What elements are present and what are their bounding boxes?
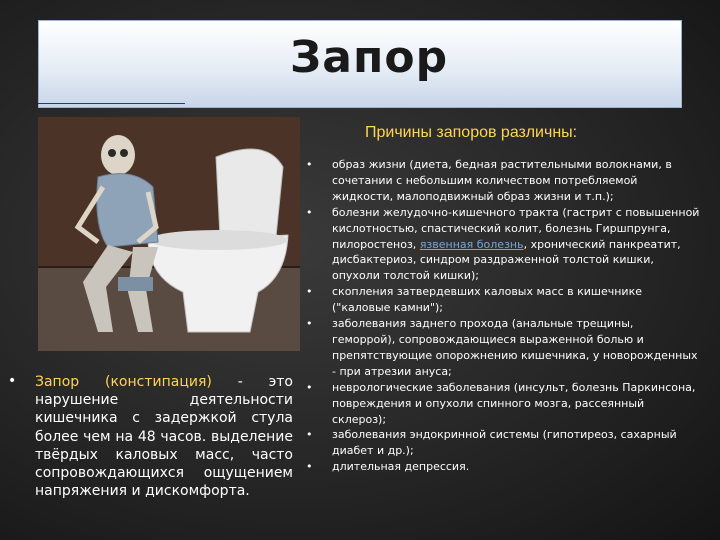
cause-text: заболевания эндокринной системы (гипотиреоз, сахарный диабет и др.); bbox=[332, 428, 677, 458]
list-item bbox=[306, 157, 700, 205]
causes-heading: Причины запоров различны: bbox=[365, 124, 578, 141]
list-item bbox=[306, 380, 700, 428]
cause-text-cont: , хронический панкреатит, дисбактериоз, синдром раздраженной толстой кишки, опухоли толстой кишки); bbox=[332, 237, 681, 283]
bullet: • bbox=[306, 317, 313, 331]
skeleton-on-toilet-photo bbox=[38, 117, 300, 351]
causes-list bbox=[306, 157, 700, 475]
definition-body: - это нарушение деятельности кишечника с задержкой стула более чем на 48 часов. выделение твёрдых каловых масс, часто сопровождающихся ощущением напряжения и дискомфорта. bbox=[35, 374, 293, 500]
definition-text bbox=[35, 373, 293, 500]
bullet: • bbox=[306, 285, 313, 299]
list-item bbox=[306, 316, 700, 380]
list-item bbox=[306, 459, 700, 475]
bullet: • bbox=[306, 460, 313, 474]
list-item bbox=[306, 284, 700, 316]
bullet: • bbox=[306, 205, 313, 219]
ulcer-disease-link[interactable]: язвенная болезнь bbox=[419, 237, 524, 251]
slide-title: Запор bbox=[290, 32, 449, 83]
cause-text: скопления затвердевших каловых масс в кишечнике ("каловые камни"); bbox=[332, 285, 642, 315]
bullet: • bbox=[306, 428, 313, 442]
list-item bbox=[306, 205, 700, 285]
definition-term: Запор (констипация) bbox=[35, 374, 212, 390]
cause-text: длительная депрессия. bbox=[332, 460, 470, 474]
cause-text: заболевания заднего прохода (анальные трещины, геморрой), сопровождающиеся выраженной болью и препятствующие опорожнению кишечника, у новорожденных - при атрезии ануса; bbox=[332, 317, 698, 378]
list-item bbox=[306, 427, 700, 459]
bullet: • bbox=[306, 380, 313, 394]
bullet: • bbox=[306, 158, 313, 171]
cause-text: неврологические заболевания (инсульт, болезнь Паркинсона, повреждения и опухоли спинного мозга, рассеянный склероз); bbox=[332, 380, 696, 426]
cause-text: образ жизни (диета, бедная растительными волокнами, в сочетании с небольшим количеством потребляемой жидкости, малоподвижный образ жизни и т.п.); bbox=[332, 158, 672, 203]
photo-illustration bbox=[38, 117, 300, 351]
cause-text: болезни желудочно-кишечного тракта (гастрит с повышенной кислотностью, спастический колит, болезнь Гиршпрунга, пилоростеноз, bbox=[332, 205, 700, 251]
definition-bullet: • bbox=[8, 373, 17, 389]
title-underline bbox=[38, 103, 185, 104]
